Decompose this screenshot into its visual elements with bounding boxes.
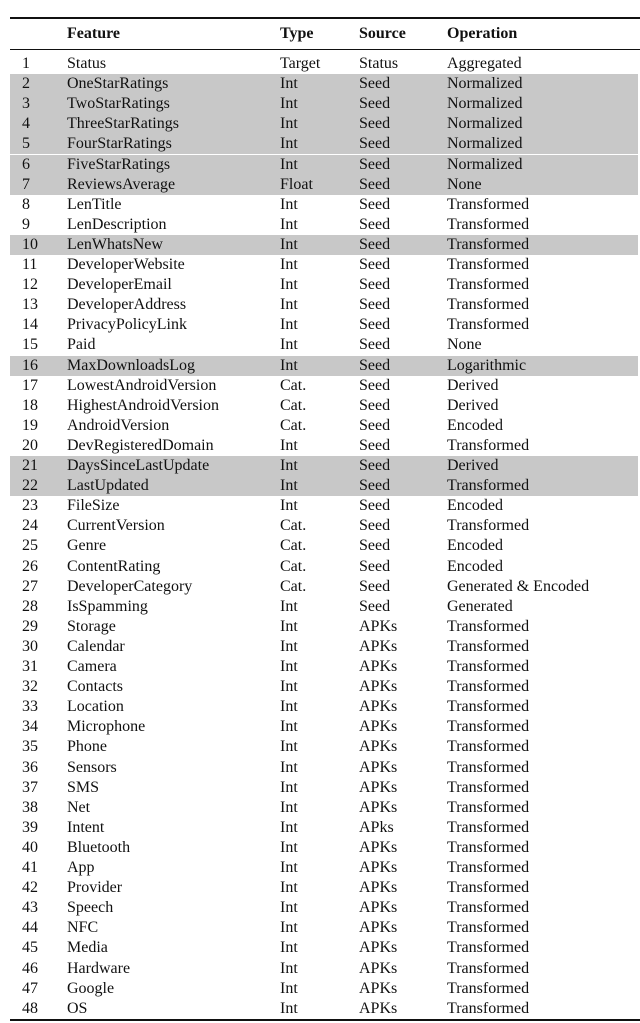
type-cell: Int xyxy=(280,637,298,655)
feature-cell: Microphone xyxy=(67,718,146,736)
source-cell: APKs xyxy=(359,698,398,716)
operation-cell: Normalized xyxy=(447,115,523,133)
type-cell: Int xyxy=(280,336,298,354)
type-cell: Float xyxy=(280,175,313,193)
source-cell: Seed xyxy=(359,457,391,474)
source-cell: Seed xyxy=(359,597,391,615)
type-cell: Int xyxy=(280,356,298,374)
operation-cell: Derived xyxy=(447,376,499,394)
feature-cell: Storage xyxy=(67,617,116,635)
row-number: 29 xyxy=(22,617,38,635)
type-cell: Int xyxy=(280,698,298,716)
operation-cell: Transformed xyxy=(447,195,530,213)
source-cell: APKs xyxy=(359,678,398,696)
table-row xyxy=(10,315,638,335)
type-cell: Int xyxy=(280,115,298,133)
source-cell: Seed xyxy=(359,356,391,374)
type-cell: Int xyxy=(280,316,298,334)
source-cell: Seed xyxy=(359,155,391,173)
type-cell: Int xyxy=(280,658,298,675)
feature-cell: DeveloperEmail xyxy=(67,276,172,294)
type-cell: Int xyxy=(280,457,298,474)
feature-cell: Speech xyxy=(67,899,114,917)
type-cell: Int xyxy=(280,678,298,696)
table-row xyxy=(10,516,638,536)
table-row xyxy=(10,376,638,396)
source-cell: Seed xyxy=(359,215,391,233)
operation-cell: Encoded xyxy=(447,557,503,575)
source-cell: APKs xyxy=(359,637,398,655)
operation-cell: Transformed xyxy=(447,477,530,495)
row-number: 9 xyxy=(22,215,30,233)
feature-cell: Net xyxy=(67,798,91,816)
type-cell: Int xyxy=(280,879,298,897)
table-row xyxy=(10,959,638,979)
row-number: 39 xyxy=(22,818,38,836)
table-row xyxy=(10,737,638,757)
table-row xyxy=(10,617,638,637)
feature-cell: MaxDownloadsLog xyxy=(67,356,195,374)
row-number: 17 xyxy=(22,376,38,394)
table-row xyxy=(10,175,638,195)
operation-cell: Logarithmic xyxy=(447,356,527,374)
table-row xyxy=(10,356,638,376)
operation-cell: Transformed xyxy=(447,698,530,716)
row-number: 31 xyxy=(22,658,38,675)
source-cell: APKs xyxy=(359,959,398,977)
type-cell: Target xyxy=(280,55,321,72)
source-cell: APKs xyxy=(359,879,398,897)
operation-cell: Transformed xyxy=(447,637,530,655)
table-row xyxy=(10,235,638,255)
operation-cell: None xyxy=(447,336,482,354)
feature-cell: LenWhatsNew xyxy=(67,235,163,253)
source-cell: Seed xyxy=(359,336,391,354)
source-cell: APKs xyxy=(359,838,398,856)
type-cell: Int xyxy=(280,899,298,917)
source-cell: Seed xyxy=(359,195,391,213)
feature-cell: LastUpdated xyxy=(67,477,149,495)
row-number: 21 xyxy=(22,457,38,474)
source-cell: APKs xyxy=(359,979,398,997)
row-number: 22 xyxy=(22,477,38,495)
feature-cell: FileSize xyxy=(67,497,120,515)
operation-cell: Aggregated xyxy=(447,55,522,72)
row-number: 47 xyxy=(22,979,38,997)
source-cell: Seed xyxy=(359,577,391,595)
operation-cell: Transformed xyxy=(447,617,530,635)
feature-cell: ContentRating xyxy=(67,557,161,575)
source-cell: Seed xyxy=(359,557,391,575)
feature-cell: Calendar xyxy=(67,637,125,655)
source-cell: Seed xyxy=(359,416,391,434)
operation-cell: Transformed xyxy=(447,778,530,796)
feature-cell: Location xyxy=(67,698,124,716)
table-row xyxy=(10,335,638,355)
table-row xyxy=(10,155,638,175)
table-row xyxy=(10,717,638,737)
operation-cell: Transformed xyxy=(447,678,530,696)
row-number: 40 xyxy=(22,838,38,856)
feature-cell: DeveloperAddress xyxy=(67,296,187,314)
row-number: 27 xyxy=(22,577,38,595)
table-row xyxy=(10,195,638,215)
row-number: 2 xyxy=(22,75,30,93)
table-row xyxy=(10,999,638,1019)
source-cell: Seed xyxy=(359,477,391,495)
row-number: 10 xyxy=(22,235,38,253)
source-cell: Status xyxy=(359,55,399,72)
source-cell: Seed xyxy=(359,537,391,555)
header-feature: Feature xyxy=(67,25,121,42)
operation-cell: None xyxy=(447,175,482,193)
type-cell: Int xyxy=(280,477,298,495)
feature-cell: NFC xyxy=(67,919,99,937)
type-cell: Int xyxy=(280,959,298,977)
feature-cell: OneStarRatings xyxy=(67,75,169,93)
table-row xyxy=(10,657,638,677)
header-source: Source xyxy=(359,25,406,42)
table-row xyxy=(10,778,638,798)
header-operation: Operation xyxy=(447,25,518,42)
row-number: 4 xyxy=(22,115,30,133)
feature-cell: OS xyxy=(67,999,88,1017)
table-row xyxy=(10,637,638,657)
source-cell: Seed xyxy=(359,396,391,414)
type-cell: Int xyxy=(280,296,298,314)
operation-cell: Transformed xyxy=(447,658,530,675)
row-number: 3 xyxy=(22,95,30,113)
feature-cell: AndroidVersion xyxy=(67,416,170,434)
operation-cell: Derived xyxy=(447,457,499,474)
row-number: 44 xyxy=(22,919,38,937)
feature-cell: Sensors xyxy=(67,758,117,776)
row-number: 19 xyxy=(22,416,38,434)
feature-cell: Camera xyxy=(67,658,117,675)
feature-cell: LenDescription xyxy=(67,215,167,233)
source-cell: Seed xyxy=(359,95,391,113)
type-cell: Int xyxy=(280,999,298,1017)
source-cell: Seed xyxy=(359,75,391,93)
row-number: 28 xyxy=(22,597,38,615)
feature-cell: Status xyxy=(67,55,107,72)
operation-cell: Transformed xyxy=(447,436,530,454)
source-cell: APKs xyxy=(359,758,398,776)
row-number: 13 xyxy=(22,296,38,314)
type-cell: Int xyxy=(280,195,298,213)
feature-cell: DeveloperWebsite xyxy=(67,256,185,273)
type-cell: Int xyxy=(280,597,298,615)
table-row xyxy=(10,215,638,235)
operation-cell: Generated & Encoded xyxy=(447,577,590,595)
row-number: 42 xyxy=(22,879,38,897)
table-row xyxy=(10,918,638,938)
operation-cell: Transformed xyxy=(447,718,530,736)
operation-cell: Derived xyxy=(447,396,499,414)
operation-cell: Transformed xyxy=(447,316,530,334)
source-cell: APKs xyxy=(359,939,398,957)
operation-cell: Encoded xyxy=(447,416,503,434)
type-cell: Cat. xyxy=(280,537,307,555)
table-row xyxy=(10,898,638,918)
type-cell: Cat. xyxy=(280,557,307,575)
source-cell: APKs xyxy=(359,738,398,756)
source-cell: APKs xyxy=(359,617,398,635)
operation-cell: Transformed xyxy=(447,838,530,856)
feature-cell: Hardware xyxy=(67,959,131,977)
source-cell: APKs xyxy=(359,658,398,675)
row-number: 34 xyxy=(22,718,38,736)
row-number: 5 xyxy=(22,135,30,153)
source-cell: Seed xyxy=(359,497,391,515)
row-number: 46 xyxy=(22,959,38,977)
table-row xyxy=(10,295,638,315)
source-cell: APks xyxy=(359,818,394,836)
source-cell: Seed xyxy=(359,115,391,133)
type-cell: Int xyxy=(280,276,298,294)
row-number: 6 xyxy=(22,155,30,173)
type-cell: Int xyxy=(280,778,298,796)
type-cell: Int xyxy=(280,979,298,997)
table-row xyxy=(10,677,638,697)
row-number: 43 xyxy=(22,899,38,917)
feature-cell: IsSpamming xyxy=(67,597,148,615)
row-number: 15 xyxy=(22,336,38,354)
feature-cell: LowestAndroidVersion xyxy=(67,376,217,394)
operation-cell: Normalized xyxy=(447,135,523,153)
table-row xyxy=(10,597,638,617)
source-cell: Seed xyxy=(359,296,391,314)
table-row xyxy=(10,94,638,114)
table-row xyxy=(10,396,638,416)
feature-cell: Intent xyxy=(67,818,105,836)
table-row xyxy=(10,938,638,958)
type-cell: Int xyxy=(280,758,298,776)
operation-cell: Transformed xyxy=(447,939,530,957)
row-number: 32 xyxy=(22,678,38,696)
feature-cell: FourStarRatings xyxy=(67,135,172,153)
type-cell: Int xyxy=(280,718,298,736)
table-row xyxy=(10,838,638,858)
table-row xyxy=(10,416,638,436)
row-number: 48 xyxy=(22,999,38,1017)
row-number: 12 xyxy=(22,276,38,294)
row-number: 41 xyxy=(22,859,38,876)
header-type: Type xyxy=(280,25,314,42)
feature-cell: Contacts xyxy=(67,678,123,696)
operation-cell: Transformed xyxy=(447,276,530,294)
top-rule xyxy=(10,17,640,19)
operation-cell: Transformed xyxy=(447,296,530,314)
row-number: 8 xyxy=(22,195,30,213)
table-row xyxy=(10,818,638,838)
row-number: 30 xyxy=(22,637,38,655)
table-row xyxy=(10,758,638,778)
type-cell: Int xyxy=(280,135,298,153)
operation-cell: Transformed xyxy=(447,979,530,997)
source-cell: APKs xyxy=(359,999,398,1017)
operation-cell: Transformed xyxy=(447,899,530,917)
feature-cell: CurrentVersion xyxy=(67,517,165,535)
operation-cell: Transformed xyxy=(447,919,530,937)
table-row xyxy=(10,54,638,74)
operation-cell: Encoded xyxy=(447,497,503,515)
type-cell: Int xyxy=(280,939,298,957)
source-cell: Seed xyxy=(359,235,391,253)
table-row xyxy=(10,476,638,496)
feature-cell: FiveStarRatings xyxy=(67,155,171,173)
source-cell: APKs xyxy=(359,798,398,816)
feature-cell: DaysSinceLastUpdate xyxy=(67,457,210,474)
type-cell: Int xyxy=(280,436,298,454)
source-cell: Seed xyxy=(359,256,391,273)
source-cell: Seed xyxy=(359,175,391,193)
row-number: 25 xyxy=(22,537,38,555)
type-cell: Cat. xyxy=(280,416,307,434)
row-number: 24 xyxy=(22,517,38,535)
feature-cell: Genre xyxy=(67,537,107,555)
header-rule xyxy=(10,49,640,50)
table-row xyxy=(10,436,638,456)
operation-cell: Transformed xyxy=(447,517,530,535)
type-cell: Int xyxy=(280,617,298,635)
source-cell: APKs xyxy=(359,778,398,796)
table-row xyxy=(10,496,638,516)
row-number: 35 xyxy=(22,738,38,756)
operation-cell: Transformed xyxy=(447,999,530,1017)
row-number: 38 xyxy=(22,798,38,816)
row-number: 14 xyxy=(22,316,38,334)
operation-cell: Normalized xyxy=(447,155,523,173)
type-cell: Int xyxy=(280,798,298,816)
row-number: 33 xyxy=(22,698,38,716)
type-cell: Int xyxy=(280,155,298,173)
feature-cell: Media xyxy=(67,939,108,957)
feature-cell: Phone xyxy=(67,738,107,756)
type-cell: Int xyxy=(280,215,298,233)
source-cell: Seed xyxy=(359,517,391,535)
feature-cell: ReviewsAverage xyxy=(67,175,176,193)
source-cell: APKs xyxy=(359,919,398,937)
table-row xyxy=(10,255,638,275)
type-cell: Int xyxy=(280,235,298,253)
table-row xyxy=(10,858,638,878)
feature-cell: TwoStarRatings xyxy=(67,95,170,113)
source-cell: APKs xyxy=(359,859,398,876)
type-cell: Cat. xyxy=(280,517,307,535)
row-number: 1 xyxy=(22,55,30,72)
row-number: 7 xyxy=(22,175,30,193)
source-cell: APKs xyxy=(359,899,398,917)
source-cell: Seed xyxy=(359,276,391,294)
bottom-rule xyxy=(10,1019,640,1021)
operation-cell: Transformed xyxy=(447,215,530,233)
source-cell: APKs xyxy=(359,718,398,736)
table-row xyxy=(10,456,638,476)
operation-cell: Transformed xyxy=(447,959,530,977)
feature-cell: Bluetooth xyxy=(67,838,131,856)
table-row xyxy=(10,275,638,295)
operation-cell: Normalized xyxy=(447,75,523,93)
operation-cell: Transformed xyxy=(447,818,530,836)
type-cell: Int xyxy=(280,738,298,756)
feature-cell: LenTitle xyxy=(67,195,122,213)
feature-cell: Provider xyxy=(67,879,123,897)
source-cell: Seed xyxy=(359,376,391,394)
source-cell: Seed xyxy=(359,436,391,454)
type-cell: Int xyxy=(280,818,298,836)
row-number: 20 xyxy=(22,436,38,454)
type-cell: Int xyxy=(280,256,298,273)
table-row xyxy=(10,114,638,134)
row-number: 36 xyxy=(22,758,38,776)
operation-cell: Transformed xyxy=(447,758,530,776)
table-row xyxy=(10,878,638,898)
feature-cell: HighestAndroidVersion xyxy=(67,396,219,414)
operation-cell: Transformed xyxy=(447,235,530,253)
table-row xyxy=(10,536,638,556)
table-row xyxy=(10,577,638,597)
type-cell: Cat. xyxy=(280,396,307,414)
feature-cell: App xyxy=(67,859,95,876)
row-number: 18 xyxy=(22,396,38,414)
operation-cell: Transformed xyxy=(447,879,530,897)
row-number: 37 xyxy=(22,778,38,796)
operation-cell: Transformed xyxy=(447,798,530,816)
table-row xyxy=(10,798,638,818)
row-number: 26 xyxy=(22,557,38,575)
operation-cell: Normalized xyxy=(447,95,523,113)
table-row xyxy=(10,697,638,717)
feature-cell: PrivacyPolicyLink xyxy=(67,316,187,334)
source-cell: Seed xyxy=(359,316,391,334)
type-cell: Int xyxy=(280,919,298,937)
feature-cell: Paid xyxy=(67,336,96,354)
table-row xyxy=(10,979,638,999)
source-cell: Seed xyxy=(359,135,391,153)
type-cell: Int xyxy=(280,75,298,93)
operation-cell: Transformed xyxy=(447,256,530,273)
feature-cell: SMS xyxy=(67,778,100,796)
operation-cell: Transformed xyxy=(447,738,530,756)
feature-cell: Google xyxy=(67,979,115,997)
table-row xyxy=(10,74,638,94)
table-header xyxy=(10,22,638,46)
row-number: 16 xyxy=(22,356,38,374)
row-number: 11 xyxy=(22,256,38,273)
row-number: 45 xyxy=(22,939,38,957)
table-row xyxy=(10,134,638,154)
operation-cell: Generated xyxy=(447,597,513,615)
type-cell: Int xyxy=(280,838,298,856)
type-cell: Cat. xyxy=(280,376,307,394)
row-number: 23 xyxy=(22,497,38,515)
operation-cell: Transformed xyxy=(447,859,530,876)
type-cell: Int xyxy=(280,497,298,515)
type-cell: Cat. xyxy=(280,577,307,595)
feature-cell: DevRegisteredDomain xyxy=(67,436,214,454)
feature-cell: DeveloperCategory xyxy=(67,577,193,595)
type-cell: Int xyxy=(280,95,298,113)
type-cell: Int xyxy=(280,859,298,876)
table-row xyxy=(10,557,638,577)
operation-cell: Encoded xyxy=(447,537,503,555)
feature-cell: ThreeStarRatings xyxy=(67,115,179,133)
